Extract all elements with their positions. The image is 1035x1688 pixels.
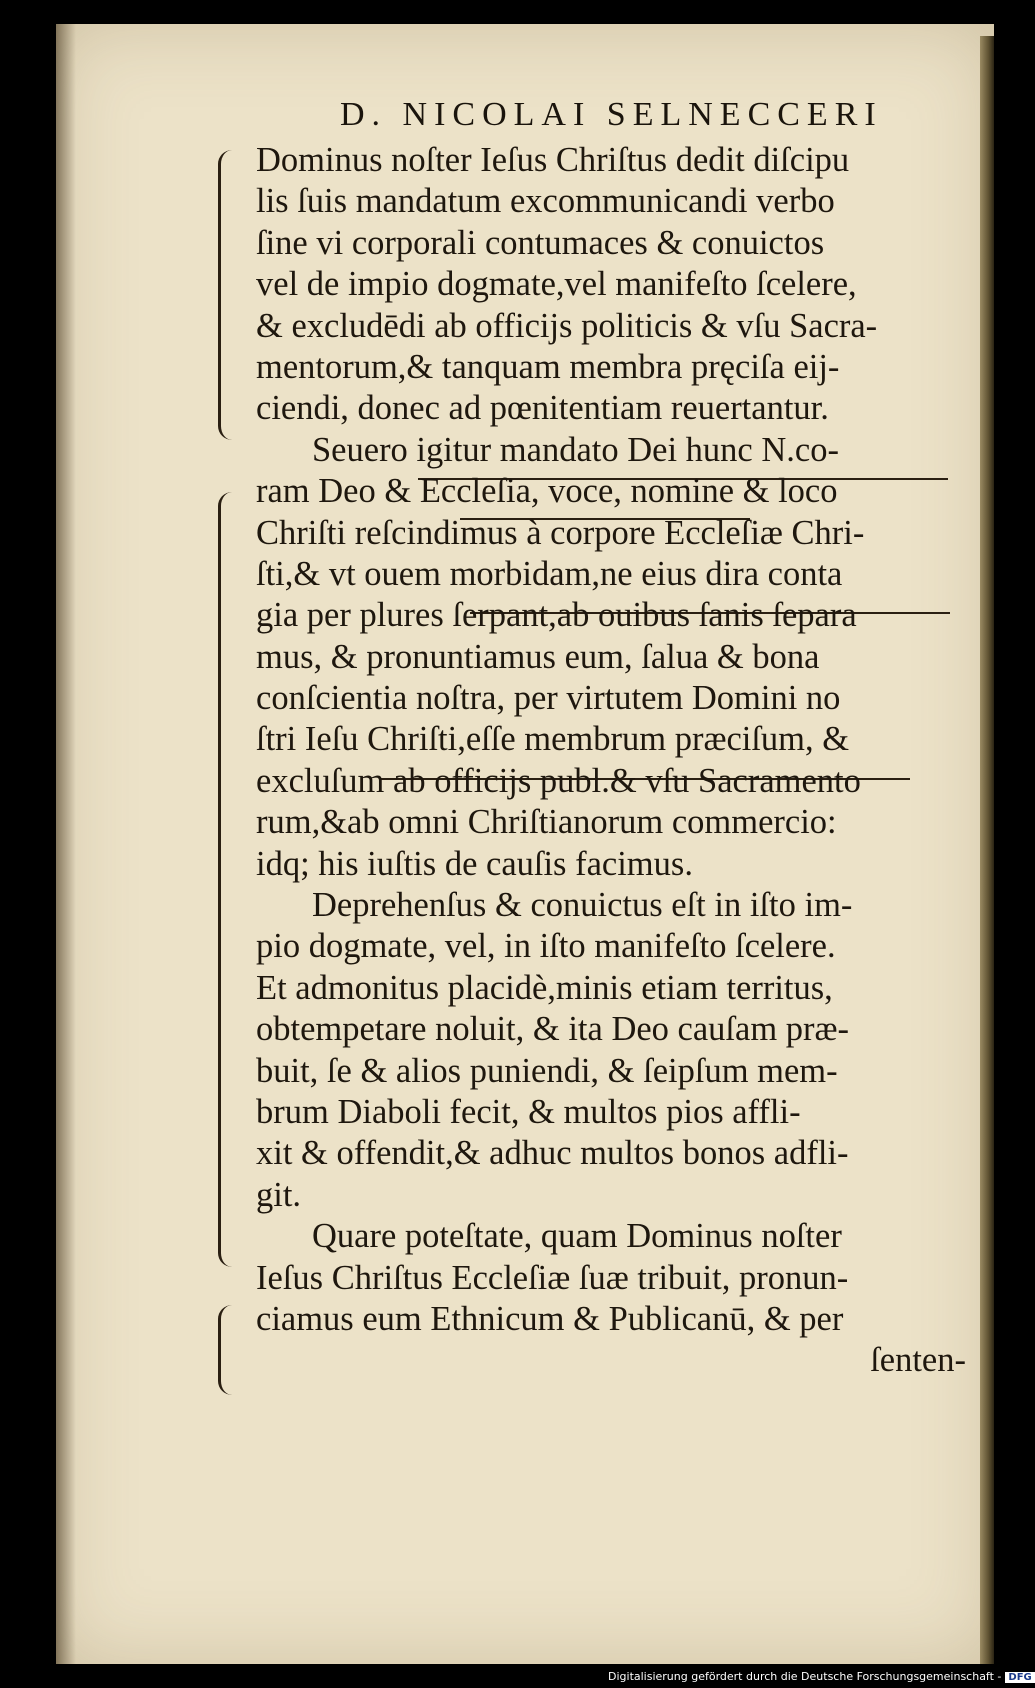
text-line: mus, & pronuntiamus eum, ſalua & bona: [256, 637, 820, 676]
text-line: Ieſus Chriſtus Eccleſiæ ſuæ tribuit, pronun-: [256, 1258, 849, 1297]
text-line: lis ſuis mandatum excommunicandi verbo: [256, 182, 835, 221]
digitization-footer: [608, 1670, 1032, 1683]
text-line: buit, ſe & alios puniendi, & ſeipſum mem-: [256, 1051, 838, 1090]
text-line: ſine vi corporali contumaces & conuictos: [256, 223, 825, 262]
text-block: [256, 140, 966, 1382]
text-line: rum,&ab omni Chriſtianorum commercio:: [256, 803, 837, 842]
text-line: Seuero igitur mandato Dei hunc N.co-: [312, 430, 839, 469]
paragraph-1: [256, 140, 966, 430]
text-line: brum Diaboli fecit, & multos pios affli-: [256, 1092, 801, 1131]
catchword: ſenten-: [870, 1341, 966, 1380]
text-line: Chriſti reſcindimus à corpore Eccleſiæ Chri-: [256, 513, 865, 552]
text-line: ſti,& vt ouem morbidam,ne eius dira conta: [256, 554, 843, 593]
page-gutter-shadow: [56, 24, 76, 1664]
margin-bracket-2: [218, 492, 251, 1267]
margin-bracket-3: [218, 1305, 251, 1395]
dfg-logo: DFG: [1005, 1672, 1034, 1683]
text-line: gia per plures ſerpant,ab ouibus ſanis ſepara: [256, 596, 857, 635]
running-head: D. NICOLAI SELNECCERI: [340, 96, 883, 133]
text-line: ram Deo & Eccleſia, voce, nomine & loco: [256, 472, 838, 511]
text-line: mentorum,& tanquam membra pręciſa eij-: [256, 347, 840, 386]
text-line: xit & offendit,& adhuc multos bonos adfli-: [256, 1134, 849, 1173]
text-line: obtempetare noluit, & ita Deo cauſam præ-: [256, 1010, 850, 1049]
text-line: & excludēdi ab officijs politicis & vſu Sacra-: [256, 306, 878, 345]
margin-bracket-1: [218, 150, 251, 440]
text-line: pio dogmate, vel, in iſto manifeſto ſcelere.: [256, 927, 836, 966]
page-edge: [980, 36, 994, 1664]
text-line: Dominus noſter Ieſus Chriſtus dedit diſcipu: [256, 141, 850, 179]
paragraph-2: [256, 430, 966, 885]
text-line: git.: [256, 1175, 302, 1214]
text-line: Deprehenſus & conuictus eſt in iſto im-: [312, 886, 853, 925]
text-line: vel de impio dogmate,vel manifeſto ſcelere,: [256, 265, 857, 304]
text-line: conſcientia noſtra, per virtutem Domini no: [256, 679, 841, 718]
text-line: Et admonitus placidè,minis etiam territus,: [256, 968, 833, 1007]
text-line: excluſum ab officijs publ.& vſu Sacramento: [256, 761, 861, 800]
text-line: ciendi, donec ad pœnitentiam reuertantur.: [256, 389, 829, 428]
paragraph-4: [256, 1216, 966, 1340]
text-line: idq; his iuſtis de cauſis facimus.: [256, 844, 693, 883]
footer-text: Digitalisierung gefördert durch die Deutsche Forschungsgemeinschaft -: [608, 1670, 1002, 1683]
text-line: Quare poteſtate, quam Dominus noſter: [312, 1217, 842, 1256]
text-line: ciamus eum Ethnicum & Publicanū, & per: [256, 1299, 844, 1338]
text-line: ſtri Ieſu Chriſti,eſſe membrum præciſum, &: [256, 720, 850, 759]
paragraph-3: [256, 885, 966, 1216]
